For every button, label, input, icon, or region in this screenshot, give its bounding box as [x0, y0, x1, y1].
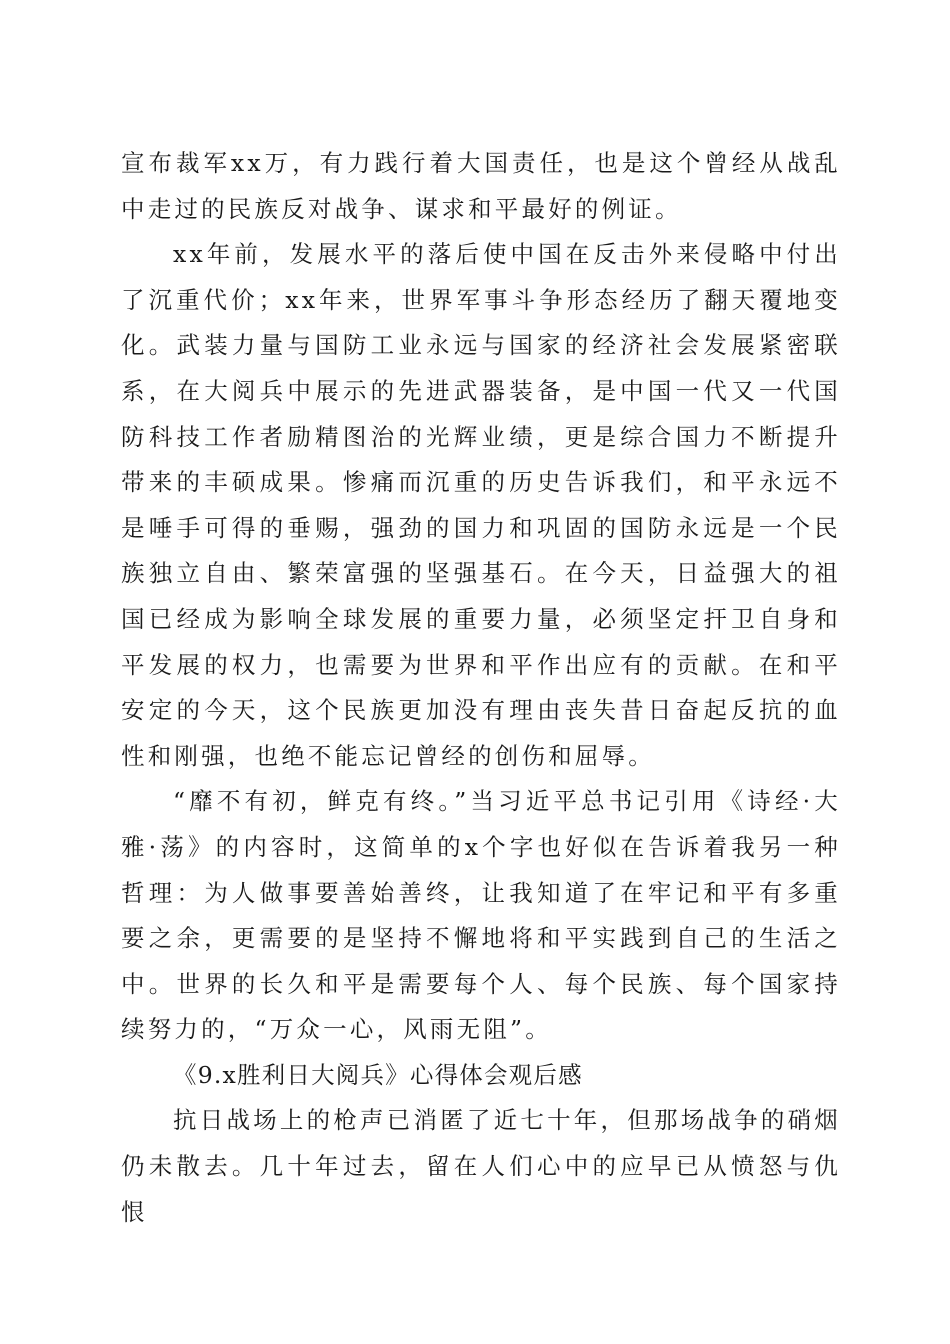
section-title: 《9.x胜利日大阅兵》心得体会观后感: [173, 1060, 583, 1089]
paragraph-3: “靡不有初，鲜克有终。”当习近平总书记引用《诗经·大雅·荡》的内容时，这简单的x个字也好似在告诉着我另一种哲理：为人做事要善始善终，让我知道了在牢记和平有多重要之余，更需要的是坚持不懈地将和平实践到自己的生活之中。世界的长久和平是需要每个人、每个民族、每个国家持续努力的，“万众一心，风雨无阻”。: [121, 787, 841, 1044]
document-body: [121, 141, 841, 1235]
paragraph-2: xx年前，发展水平的落后使中国在反击外来侵略中付出了沉重代价；xx年来，世界军事斗争形态经历了翻天覆地变化。武装力量与国防工业永远与国家的经济社会发展紧密联系，在大阅兵中展示的先进武器装备，是中国一代又一代国防科技工作者励精图治的光辉业绩，更是综合国力不断提升带来的丰硕成果。惨痛而沉重的历史告诉我们，和平永远不是唾手可得的垂赐，强劲的国力和巩固的国防永远是一个民族独立自由、繁荣富强的坚强基石。在今天，日益强大的祖国已经成为影响全球发展的重要力量，必须坚定扞卫自身和平发展的权力，也需要为世界和平作出应有的贡献。在和平安定的今天，这个民族更加没有理由丧失昔日奋起反抗的血性和刚强，也绝不能忘记曾经的创伤和屈辱。: [121, 240, 841, 770]
paragraph-1: 宣布裁军xx万，有力践行着大国责任，也是这个曾经从战乱中走过的民族反对战争、谋求和平最好的例证。: [121, 149, 841, 223]
paragraph-4: 抗日战场上的枪声已消匿了近七十年，但那场战争的硝烟仍未散去。几十年过去，留在人们心中的应早已从愤怒与仇恨: [121, 1106, 841, 1226]
